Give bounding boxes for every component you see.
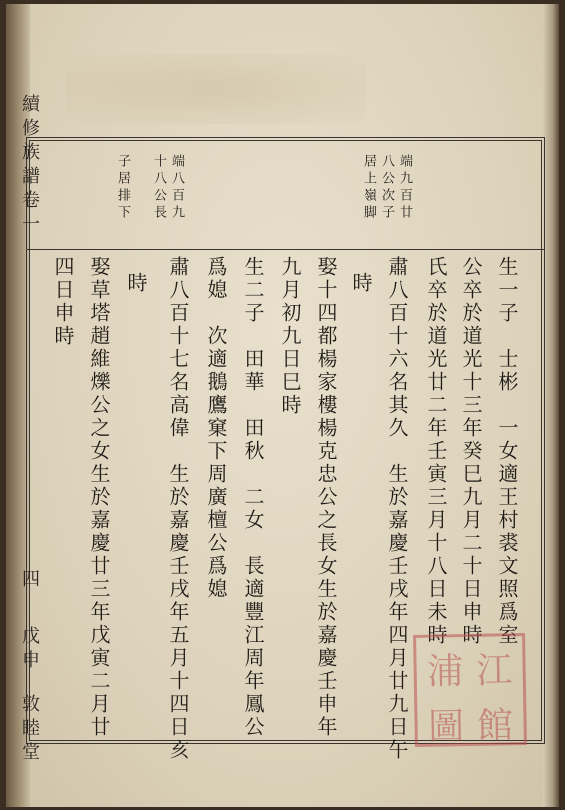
text-column: 氏卒於道光廿二年壬寅三月十八日未時 [424,256,448,647]
header-note: 端九百廿 [397,154,412,222]
cycle-label: 戊申 [19,626,40,674]
seal-char: 圖 [427,706,465,748]
paper-stain [66,54,366,124]
text-column: 生二子 田華 田秋 二女 長適豐江周年鳳公 [241,256,265,739]
hall-name: 敦睦堂 [19,694,40,766]
text-column: 娶草塔趙維爍公之女生於嘉慶廿三年戊寅二月廿 [87,256,111,739]
header-note: 十八公長 [151,154,166,222]
header-note: 子居排下 [115,154,130,222]
text-column: 時 [124,272,148,295]
text-column: 公卒於道光十三年癸巳九月二十日申時 [459,256,483,647]
header-divider [26,249,545,250]
text-column: 九月初九日巳時 [278,256,302,417]
text-column: 娶十四都楊家樓楊克忠公之長女生於嘉慶壬申年 [314,256,338,739]
book-title: 續修族譜卷一 [19,94,40,238]
header-note: 八公次子 [379,154,394,222]
text-column: 四日申時 [51,256,75,348]
page-number: 四 [19,569,40,593]
header-note: 居上嶺脚 [361,154,376,222]
text-column: 肅八百十六名其久 生於嘉慶壬戌年四月廿九日午 [385,256,409,762]
text-column: 時 [349,272,373,295]
header-note: 端八百九 [169,154,184,222]
text-column: 生一子 士彬 一女適王村裘文照爲室 [495,256,519,647]
page-edge-right [543,4,559,807]
seal-char: 江 [475,650,513,692]
text-column: 肅八百十七名高偉 生於嘉慶壬戌年五月十四日亥 [166,256,190,762]
text-column: 爲媳 次適鵝鷹窠下周廣檀公爲媳 [204,256,228,601]
seal-char: 館 [476,705,514,747]
seal-char: 浦 [426,651,464,693]
book-page [6,4,559,807]
library-seal [413,633,527,747]
